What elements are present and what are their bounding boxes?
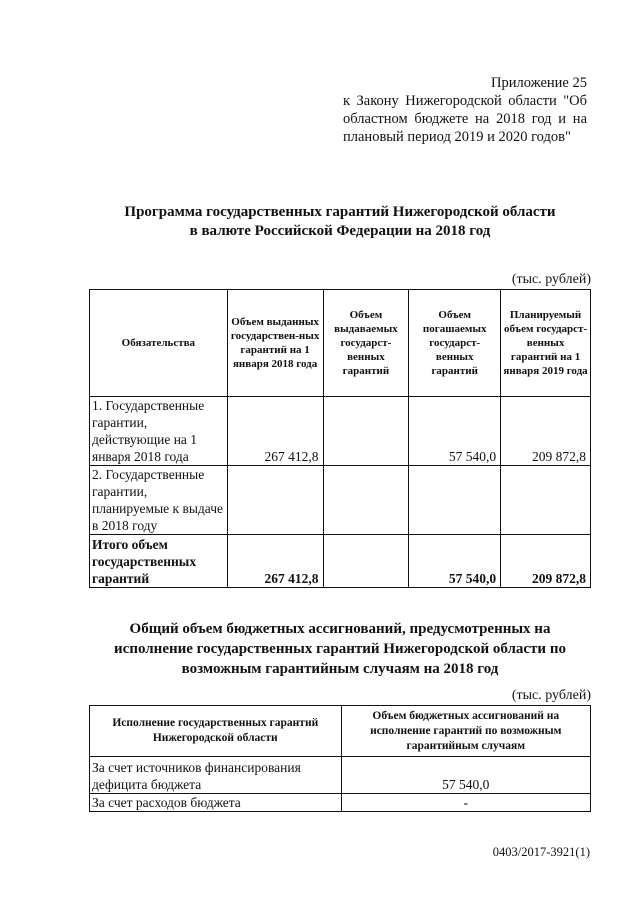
table-cell: 209 872,8 — [501, 535, 591, 588]
guarantees-program-title — [90, 203, 590, 241]
table-cell — [227, 466, 323, 535]
table-header-cell: Исполнение государственных гарантий Нижегородской области — [90, 706, 342, 757]
table-cell: - — [341, 794, 590, 812]
table1-units: (тыс. рублей) — [511, 272, 591, 287]
appendix-body: к Закону Нижегородской области "Об областном бюджете на 2018 год и на плановый период 2019 и 2020 годов" — [343, 93, 587, 145]
table-cell: 2. Государственные гарантии, планируемые к выдаче в 2018 году — [90, 466, 228, 535]
budget-allocations-table — [89, 705, 591, 812]
budget-allocations-title-line3: возможным гарантийным случаям на 2018 год — [181, 661, 499, 677]
table-cell — [323, 397, 409, 466]
table-header-cell: Объем выданных государствен-ных гарантий на 1 января 2018 года — [227, 290, 323, 397]
guarantees-program-title-line1: Программа государственных гарантий Нижегородской области — [124, 204, 556, 220]
table-cell: За счет источников финансирования дефицита бюджета — [90, 757, 342, 794]
table-header-cell: Объем бюджетных ассигнований на исполнение гарантий по возможным гарантийным случаям — [341, 706, 590, 757]
table-cell: 1. Государственные гарантии, действующие на 1 января 2018 года — [90, 397, 228, 466]
budget-allocations-title-line1: Общий объем бюджетных ассигнований, предусмотренных на — [129, 621, 551, 637]
guarantees-program-table — [89, 289, 591, 588]
table-cell: За счет расходов бюджета — [90, 794, 342, 812]
table-cell: 209 872,8 — [501, 397, 591, 466]
table-cell — [323, 466, 409, 535]
table-row — [90, 466, 591, 535]
appendix-title: Приложение 25 — [491, 75, 587, 91]
table-cell: Итого объем государственных гарантий — [90, 535, 228, 588]
table-cell — [409, 466, 501, 535]
table-total-row — [90, 535, 591, 588]
table-row — [90, 794, 591, 812]
table-header-cell: Объем погашаемых государст-венных гарантий — [409, 290, 501, 397]
table-header-cell: Объем выдаваемых государст-венных гарантий — [323, 290, 409, 397]
table-cell — [323, 535, 409, 588]
table-row — [90, 397, 591, 466]
table-header-cell: Планируемый объем государст-венных гарантий на 1 января 2019 года — [501, 290, 591, 397]
budget-allocations-title-line2: исполнение государственных гарантий Нижегородской области по — [114, 641, 566, 657]
table-cell: 57 540,0 — [341, 757, 590, 794]
table-cell: 57 540,0 — [409, 397, 501, 466]
document-code: 0403/2017-3921(1) — [492, 845, 590, 859]
table-cell: 267 412,8 — [227, 397, 323, 466]
budget-allocations-title — [90, 619, 590, 679]
table2-units: (тыс. рублей) — [511, 688, 591, 703]
table-cell — [501, 466, 591, 535]
table-header-row — [90, 706, 591, 757]
table-cell: 267 412,8 — [227, 535, 323, 588]
guarantees-program-title-line2: в валюте Российской Федерации на 2018 год — [189, 223, 491, 239]
table-header-cell: Обязательства — [90, 290, 228, 397]
table-row — [90, 757, 591, 794]
table-header-row — [90, 290, 591, 397]
appendix-block — [343, 74, 587, 146]
table-cell: 57 540,0 — [409, 535, 501, 588]
